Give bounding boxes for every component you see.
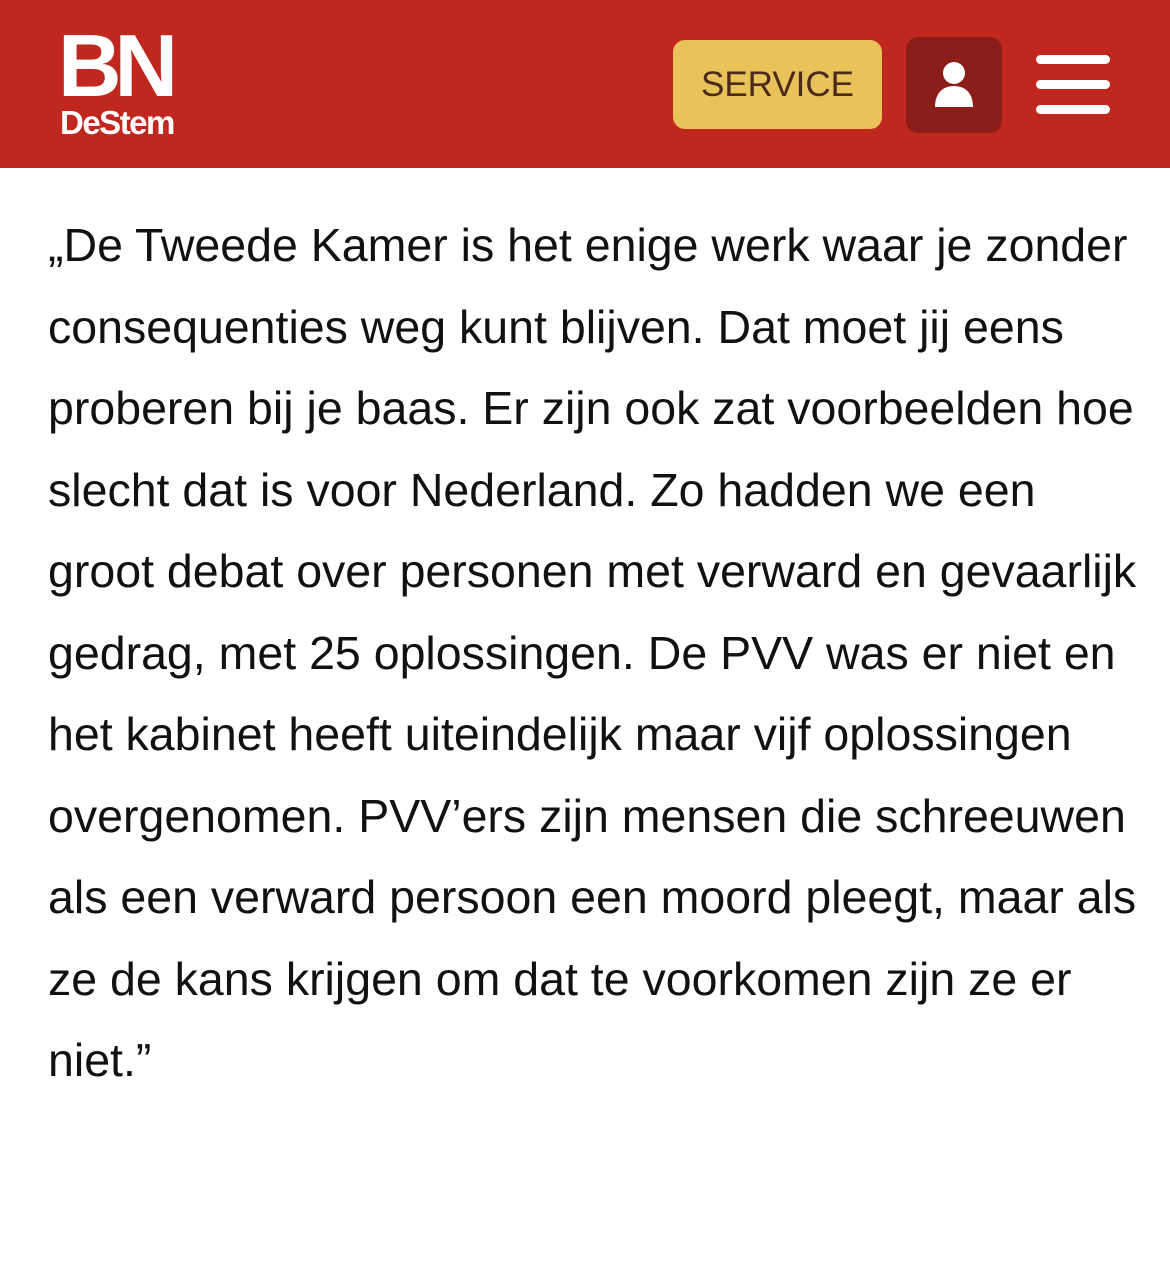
logo-sub-text: DeStem	[60, 104, 174, 141]
menu-bar-middle	[1036, 80, 1110, 89]
account-button[interactable]	[906, 37, 1002, 133]
bn-destem-logo[interactable]	[58, 16, 188, 146]
menu-bar-top	[1036, 55, 1110, 64]
user-icon	[934, 61, 974, 109]
service-button[interactable]: SERVICE	[673, 40, 882, 129]
hamburger-menu-icon[interactable]	[1034, 52, 1112, 116]
menu-bar-bottom	[1036, 105, 1110, 114]
logo-brand-text: BN	[58, 16, 172, 115]
article-paragraph: „De Tweede Kamer is het enige werk waar je zonder consequenties weg kunt blijven. Dat moet jij eens proberen bij je baas. Er zijn ook zat voorbeelden hoe slecht dat is voor Nederland. Zo hadden we een groot debat over personen met verward en gevaarlijk gedrag, met 25 oplossingen. De PVV was er niet en het kabinet heeft uiteindelijk maar vijf oplossingen overgenomen. PVV’ers zijn mensen die schreeuwen als een verward persoon een moord pleegt, maar als ze de kans krijgen om dat te voorkomen zijn ze er niet.”	[48, 219, 1137, 1086]
site-header	[0, 0, 1170, 168]
